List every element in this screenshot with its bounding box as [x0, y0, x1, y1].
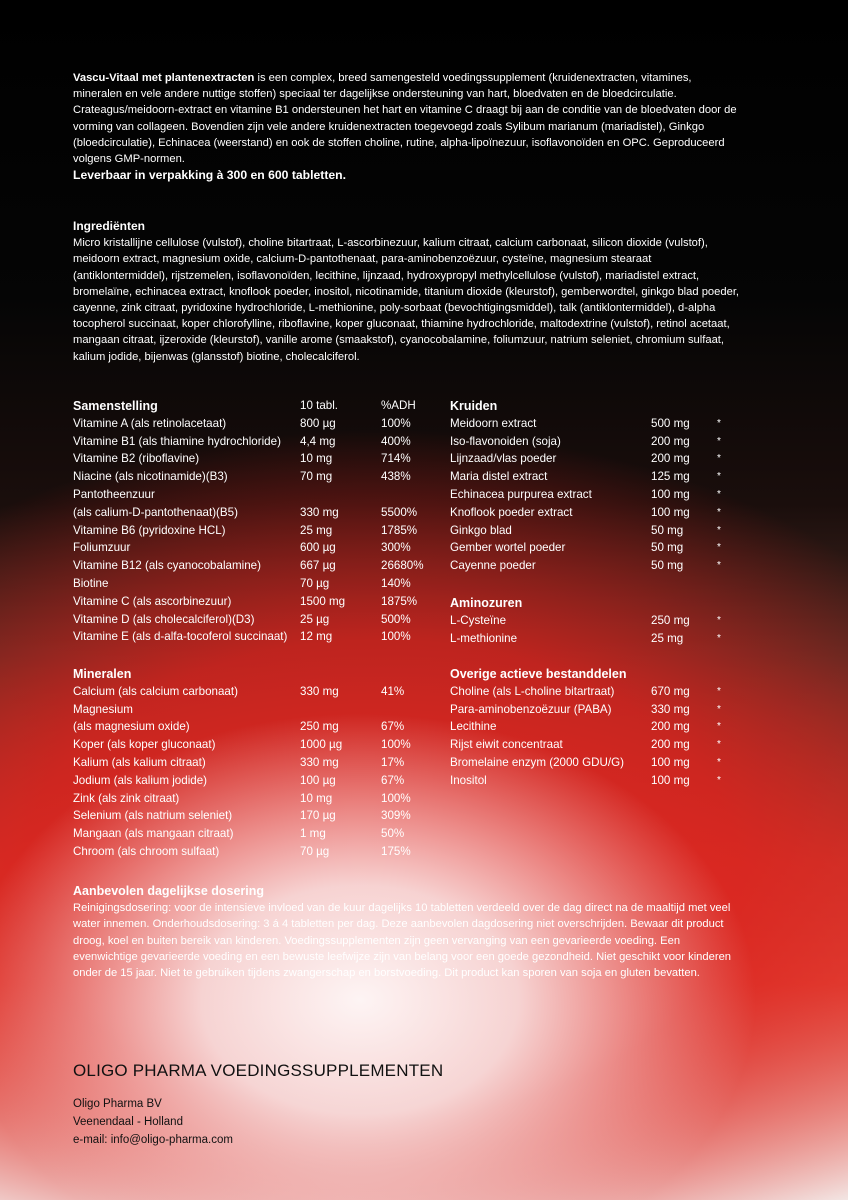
row-marker: *: [717, 524, 721, 536]
row-amount: 1000 µg: [300, 738, 343, 752]
row-label: Magnesium: [73, 702, 133, 716]
contact-block: [73, 1095, 233, 1149]
row-label: Niacine (als nicotinamide)(B3): [73, 470, 228, 484]
table-row: [73, 450, 433, 468]
row-amount: 500 mg: [651, 416, 690, 430]
row-label: Lecithine: [450, 720, 497, 734]
table-row: [73, 575, 433, 593]
row-adh: 17%: [381, 756, 405, 769]
samenstelling-col-adh: %ADH: [381, 399, 416, 412]
row-label: Koper (als koper gluconaat): [73, 738, 216, 752]
row-amount: 800 µg: [300, 416, 336, 430]
aminozuren-header: [450, 594, 750, 612]
availability: Leverbaar in verpakking à 300 en 600 tabletten.: [73, 168, 346, 183]
row-label: Vitamine B12 (als cyanocobalamine): [73, 559, 261, 573]
row-label: (als magnesium oxide): [73, 720, 190, 734]
table-row: [450, 718, 750, 736]
table-row: [450, 754, 750, 772]
table-row: [450, 683, 750, 701]
row-marker: *: [717, 703, 721, 715]
kruiden-header: [450, 397, 750, 415]
table-row: [450, 522, 750, 540]
row-marker: *: [717, 417, 721, 429]
row-amount: 100 mg: [651, 488, 690, 501]
row-label: Biotine: [73, 577, 109, 590]
dosering-title: Aanbevolen dagelijkse dosering: [73, 884, 265, 898]
row-label: Iso-flavonoiden (soja): [450, 434, 561, 448]
row-amount: 50 mg: [651, 523, 684, 537]
row-label: Vitamine B6 (pyridoxine HCL): [73, 523, 226, 537]
intro-paragraph: [73, 70, 741, 184]
row-marker: *: [717, 560, 721, 572]
row-amount: 330 mg: [651, 702, 690, 716]
row-amount: 100 mg: [651, 773, 690, 787]
row-marker: *: [717, 757, 721, 768]
row-label: Lijnzaad/vlas poeder: [450, 452, 557, 466]
table-row: [73, 843, 433, 861]
dosering-section: [73, 883, 743, 981]
row-adh: 67%: [381, 773, 405, 787]
ingredients-section: [73, 218, 741, 365]
table-row: [73, 683, 433, 701]
row-label: Rijst eiwit concentraat: [450, 738, 563, 752]
row-label: Vitamine C (als ascorbinezuur): [73, 594, 232, 608]
row-label: Mangaan (als mangaan citraat): [73, 827, 234, 841]
row-amount: 100 mg: [651, 756, 690, 769]
table-row: [450, 468, 750, 486]
row-label: Vitamine A (als retinolacetaat): [73, 416, 227, 430]
table-row: [73, 557, 433, 575]
row-amount: 100 µg: [300, 773, 336, 787]
aminozuren-title: Aminozuren: [450, 596, 523, 610]
samenstelling-table: [73, 397, 433, 657]
dosering-text: Reinigingsdosering: voor de intensieve invloed van de kuur dagelijks 10 tabletten verdeeld over de dag direct na de maaltijd met veel water innemen. Onderhoudsdosering: 3 á 4 tabletten per dag. Deze aanbevolen dagdosering niet overschrijden. Bewaar dit product droog, koel en buiten bereik van kinderen. Voedingssupplementen zijn geen vervanging van een gevarieerde voeding. Een evenwichtige gevarieerde voeding en een bewuste leefwijze zijn van belang voor een goede gezondheid. Niet geschikt voor kinderen onder de 15 jaar. Niet te gebruiken tijdens zwangerschap en borstvoeding. Dit product kan sporen van soja en gluten bevatten.: [73, 902, 732, 980]
row-label: Knoflook poeder extract: [450, 505, 573, 519]
table-row: [450, 772, 750, 790]
table-row: [73, 772, 433, 790]
row-amount: 70 mg: [300, 470, 333, 484]
row-label: Vitamine B1 (als thiamine hydrochloride): [73, 434, 281, 448]
row-label: Echinacea purpurea extract: [450, 488, 592, 501]
table-row: [73, 522, 433, 540]
table-row: [450, 539, 750, 557]
row-label: Ginkgo blad: [450, 523, 512, 537]
row-amount: 600 µg: [300, 541, 336, 555]
samenstelling-title: Samenstelling: [73, 399, 158, 413]
row-marker: *: [717, 435, 721, 447]
row-adh: 5500%: [381, 505, 418, 519]
mineralen-title: Mineralen: [73, 667, 132, 681]
row-adh: 67%: [381, 720, 405, 734]
row-amount: 667 µg: [300, 559, 336, 573]
table-row: [73, 701, 433, 719]
row-marker: *: [717, 685, 721, 697]
row-label: Inositol: [450, 773, 487, 787]
row-adh: 50%: [381, 827, 405, 841]
row-adh: 100%: [381, 791, 411, 805]
table-row: [450, 433, 750, 451]
row-marker: *: [717, 489, 721, 500]
company-name: Oligo Pharma BV: [73, 1098, 162, 1110]
row-label: Vitamine B2 (riboflavine): [73, 452, 200, 466]
row-label: L-Cysteïne: [450, 613, 507, 627]
row-label: Vitamine E (als d-alfa-tocoferol succinaat): [73, 630, 288, 644]
row-adh: 100%: [381, 738, 411, 752]
row-amount: 200 mg: [651, 452, 690, 466]
row-marker: *: [717, 506, 721, 518]
overige-table: [450, 665, 750, 795]
row-amount: 4,4 mg: [300, 434, 336, 448]
row-label: Cayenne poeder: [450, 559, 536, 573]
table-row: [450, 557, 750, 575]
row-label: Chroom (als chroom sulfaat): [73, 845, 220, 858]
row-adh: 400%: [381, 434, 411, 448]
company-email[interactable]: e-mail: info@oligo-pharma.com: [73, 1134, 233, 1146]
row-marker: *: [717, 739, 721, 751]
samenstelling-col-amount: 10 tabl.: [300, 399, 339, 412]
samenstelling-header: [73, 397, 433, 415]
table-row: [73, 486, 433, 504]
row-label: Pantotheenzuur: [73, 488, 155, 501]
table-row: [73, 539, 433, 557]
row-label: Maria distel extract: [450, 470, 548, 484]
table-row: [73, 504, 433, 522]
intro-text: is een complex, breed samengesteld voedingssupplement (kruidenextracten, vitamines, mineralen en vele andere nuttige stoffen) speciaal ter dagelijkse ondersteuning van hart, bloedvaten en de bloedcirculatie. Crateagus/meidoorn-extract en vitamine B1 ondersteunen het hart en vitamine C draagt bij aan de conditie van de bloedvaten door de vorming van collageen. Bovendien zijn vele andere kruidenextracten toegevoegd zoals Sylibum marianum (mariadistel), Ginkgo (bloedcirculatie), Echinacea (weerstand) en ook de stoffen choline, rutine, alpha-lipoïnezuur, isoflavonoïden en OPC. Geproduceerd volgens GMP-normen.: [73, 72, 737, 166]
row-amount: 125 mg: [651, 470, 690, 484]
mineralen-header: [73, 665, 433, 683]
row-amount: 25 mg: [300, 523, 333, 537]
row-amount: 330 mg: [300, 756, 339, 769]
row-amount: 100 mg: [651, 505, 690, 519]
row-marker: *: [717, 632, 721, 644]
row-adh: 100%: [381, 630, 411, 644]
row-marker: *: [717, 614, 721, 626]
row-amount: 200 mg: [651, 720, 690, 734]
table-row: [450, 736, 750, 754]
row-amount: 170 µg: [300, 809, 336, 823]
row-amount: 50 mg: [651, 559, 684, 573]
row-marker: *: [717, 542, 721, 554]
table-row: [73, 754, 433, 772]
row-label: Foliumzuur: [73, 541, 131, 555]
company-location: Veenendaal - Holland: [73, 1116, 183, 1128]
mineralen-table: [73, 665, 433, 865]
row-amount: 330 mg: [300, 505, 339, 519]
row-label: Para-aminobenzoëzuur (PABA): [450, 702, 612, 716]
table-row: [73, 593, 433, 611]
row-label: Zink (als zink citraat): [73, 791, 180, 805]
row-amount: 200 mg: [651, 434, 690, 448]
overige-title: Overige actieve bestanddelen: [450, 667, 627, 681]
row-adh: 41%: [381, 684, 405, 698]
row-amount: 25 mg: [651, 631, 684, 645]
table-row: [73, 825, 433, 843]
table-row: [450, 612, 750, 630]
overige-header: [450, 665, 750, 683]
row-adh: 1785%: [381, 523, 418, 537]
row-amount: 250 mg: [651, 613, 690, 627]
row-adh: 100%: [381, 416, 411, 430]
table-row: [450, 486, 750, 504]
table-row: [73, 807, 433, 825]
row-label: Meidoorn extract: [450, 416, 537, 430]
row-amount: 200 mg: [651, 738, 690, 752]
table-row: [73, 415, 433, 433]
table-row: [73, 790, 433, 808]
row-label: Kalium (als kalium citraat): [73, 756, 206, 769]
product-name: Vascu-Vitaal met plantenextracten: [73, 72, 255, 84]
table-row: [450, 415, 750, 433]
row-marker: *: [717, 774, 721, 786]
table-row: [450, 701, 750, 719]
table-row: [450, 630, 750, 648]
row-label: Vitamine D (als cholecalciferol)(D3): [73, 612, 255, 626]
table-row: [450, 450, 750, 468]
row-adh: 714%: [381, 452, 411, 466]
ingredients-text: Micro kristallijne cellulose (vulstof), choline bitartraat, L-ascorbinezuur, kalium citraat, calcium carbonaat, silicon dioxide (vulstof), meidoorn extract, magnesium oxide, calcium-D-pantothenaat, para-aminobenzoëzuur, cysteïne, magnesium stearaat (antiklontermiddel), rijstzemelen, isoflavonoïden, lecithine, lijnzaad, hydroxypropyl methylcellulose (vulstof), mariadistel extract, bromelaïne, echinacea extract, knoflook poeder, inositol, nicotinamide, titanium dioxide (kleurstof), gemberwordtel, ginkgo blad poeder, cayenne, zink citraat, pyridoxine hydrochloride, L-methionine, poly-sorbaat (bevochtigingsmiddel), talk (antiklontermiddel), d-alpha tocopherol succinaat, koper chlorofylline, riboflavine, koper gluconaat, thiamine hydrochloride, maltodextrine (vulstof), retinol acetaat, mangaan citraat, ijzeroxide (kleurstof), vanille arome (smaakstof), cyanocobalamine, foliumzuur, natrium seleniet, chromium sulfaat, kalium jodide, bijenwas (glansstof) biotine, cholecalciferol.: [73, 237, 740, 363]
row-marker: *: [717, 453, 721, 465]
row-adh: 26680%: [381, 559, 424, 573]
row-amount: 25 µg: [300, 612, 330, 626]
row-amount: 10 mg: [300, 791, 333, 805]
ingredients-title: Ingrediënten: [73, 219, 146, 233]
table-row: [73, 628, 433, 646]
aminozuren-table: [450, 594, 750, 650]
row-adh: 1875%: [381, 594, 418, 608]
row-amount: 10 mg: [300, 452, 333, 466]
kruiden-table: [450, 397, 750, 577]
row-adh: 438%: [381, 470, 411, 484]
row-adh: 175%: [381, 845, 411, 858]
row-marker: *: [717, 471, 721, 483]
row-adh: 500%: [381, 612, 411, 626]
kruiden-title: Kruiden: [450, 399, 498, 413]
row-marker: *: [717, 721, 721, 733]
row-adh: 140%: [381, 577, 411, 590]
row-label: Gember wortel poeder: [450, 541, 566, 555]
row-amount: 330 mg: [300, 684, 339, 698]
row-adh: 300%: [381, 541, 411, 555]
row-label: Calcium (als calcium carbonaat): [73, 684, 238, 698]
table-row: [73, 433, 433, 451]
table-row: [450, 504, 750, 522]
row-amount: 70 µg: [300, 577, 330, 590]
row-amount: 70 µg: [300, 845, 330, 858]
row-amount: 12 mg: [300, 630, 333, 644]
row-amount: 50 mg: [651, 541, 684, 555]
row-amount: 250 mg: [300, 720, 339, 734]
table-row: [73, 611, 433, 629]
row-label: Selenium (als natrium seleniet): [73, 809, 233, 823]
row-label: L-methionine: [450, 631, 518, 645]
row-amount: 1 mg: [300, 827, 326, 841]
table-row: [73, 468, 433, 486]
brand-title: OLIGO PHARMA VOEDINGSSUPPLEMENTEN: [73, 1061, 444, 1080]
row-label: Choline (als L-choline bitartraat): [450, 684, 615, 698]
row-amount: 670 mg: [651, 684, 690, 698]
table-row: [73, 736, 433, 754]
table-row: [73, 718, 433, 736]
row-amount: 1500 mg: [300, 594, 346, 608]
row-label: (als calium-D-pantothenaat)(B5): [73, 505, 238, 519]
row-label: Bromelaine enzym (2000 GDU/G): [450, 756, 624, 769]
row-label: Jodium (als kalium jodide): [73, 773, 208, 787]
row-adh: 309%: [381, 809, 411, 823]
